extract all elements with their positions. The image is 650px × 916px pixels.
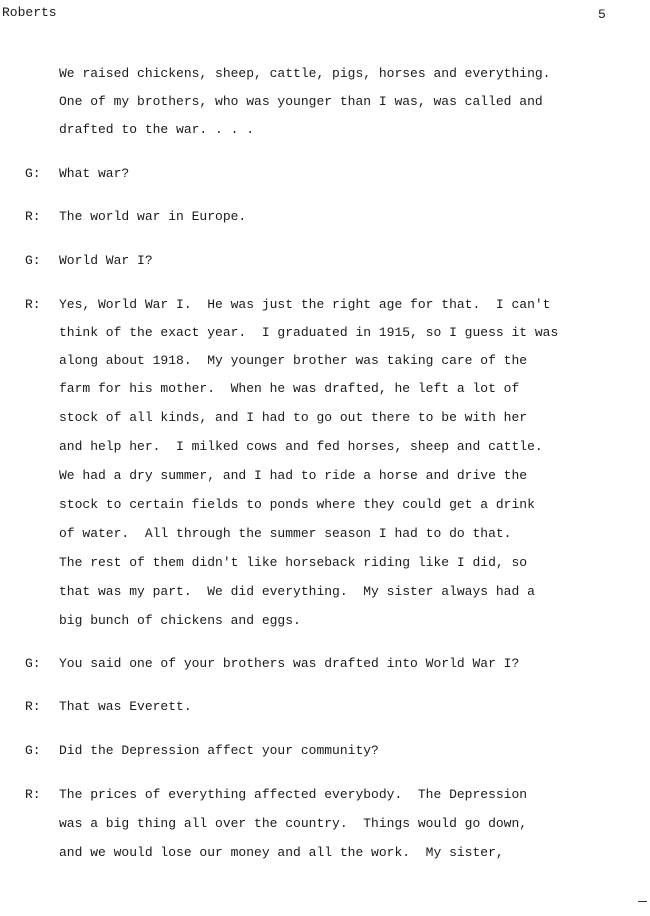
transcript-line: stock to certain fields to ponds where they could get a drink — [59, 497, 535, 512]
speaker-label: G: — [25, 253, 41, 268]
page-edge-mark — [638, 901, 647, 902]
transcript-line: We had a dry summer, and I had to ride a horse and drive the — [59, 468, 528, 483]
transcript-line: We raised chickens, sheep, cattle, pigs, horses and everything. — [59, 66, 551, 81]
speaker-label: R: — [25, 787, 41, 802]
transcript-line: Did the Depression affect your community? — [59, 743, 379, 758]
transcript-line: that was my part. We did everything. My sister always had a — [59, 584, 535, 599]
page-number: 5 — [598, 7, 606, 22]
transcript-line: The world war in Europe. — [59, 209, 247, 224]
transcript-line: World War I? — [59, 253, 153, 268]
transcript-line: The rest of them didn't like horseback riding like I did, so — [59, 555, 528, 570]
transcript-line: along about 1918. My younger brother was taking care of the — [59, 353, 528, 368]
transcript-line: stock of all kinds, and I had to go out there to be with her — [59, 410, 528, 425]
transcript-line: farm for his mother. When he was drafted, he left a lot of — [59, 381, 520, 396]
transcript-line: of water. All through the summer season I had to do that. — [59, 526, 512, 541]
transcript-line: think of the exact year. I graduated in 1915, so I guess it was — [59, 325, 559, 340]
transcript-line: One of my brothers, who was younger than I was, was called and — [59, 94, 543, 109]
transcript-line: drafted to the war. . . . — [59, 122, 255, 137]
transcript-line: was a big thing all over the country. Things would go down, — [59, 816, 528, 831]
transcript-line: The prices of everything affected everybody. The Depression — [59, 787, 528, 802]
transcript-line: You said one of your brothers was drafted into World War I? — [59, 656, 520, 671]
speaker-label: G: — [25, 656, 41, 671]
speaker-label: R: — [25, 209, 41, 224]
speaker-label: R: — [25, 699, 41, 714]
transcript-line: big bunch of chickens and eggs. — [59, 613, 301, 628]
header-name: Roberts — [2, 5, 57, 20]
speaker-label: R: — [25, 297, 41, 312]
transcript-line: and we would lose our money and all the work. My sister, — [59, 845, 504, 860]
transcript-line: and help her. I milked cows and fed horses, sheep and cattle. — [59, 439, 543, 454]
speaker-label: G: — [25, 166, 41, 181]
transcript-line: What war? — [59, 166, 130, 181]
transcript-line: Yes, World War I. He was just the right age for that. I can't — [59, 297, 551, 312]
speaker-label: G: — [25, 743, 41, 758]
transcript-line: That was Everett. — [59, 699, 192, 714]
